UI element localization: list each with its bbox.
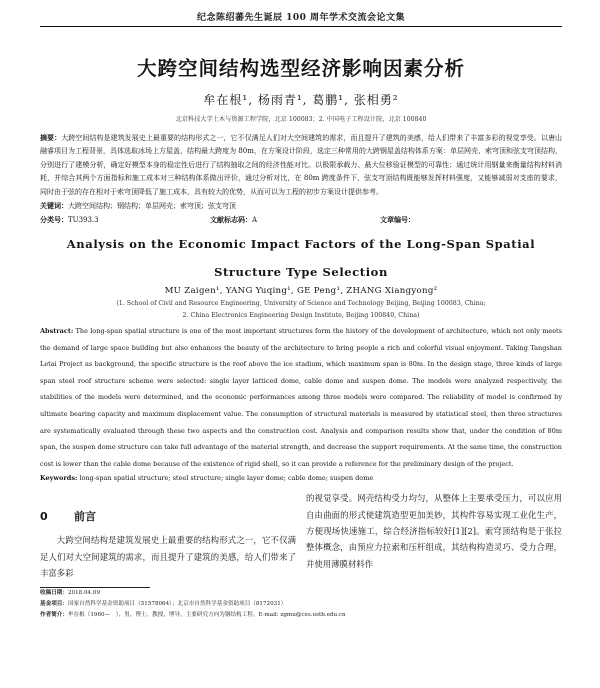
classification-row [40,213,562,227]
cn-title: 大跨空间结构选型经济影响因素分析 [136,57,465,80]
doc-code-label: 文献标志码： [210,215,252,224]
en-affiliation-2: 2. China Electronics Engineering Design Institute, Beijing 100840, China) [182,311,420,319]
section-heading-intro [40,508,296,524]
en-keywords [40,472,562,484]
footnote-author [40,610,346,621]
cn-abstract-label: 摘要： [40,132,62,142]
en-abstract [40,323,562,472]
fund-text: 国家自然科学基金资助项目（51578064）；北京市自然科学基金资助项目（8172031） [67,601,287,608]
footnote-received [40,588,296,599]
en-abstract-text: The long-span spatial structure is one of the most important structures form the history of the development of architecture, which not only meets the demand of large space building but also enhances the beauty of the architecture to bring people a rich and colorful visual enjoyment. Taking Tangshan Letai Project as background, the specific structure is the roof above the ice stadium, which maximum span is 80m. In the design stage, three kinds of large span steel roof structure scheme were selected: single layer latticed dome, cable dome and suspen dome. The models were analyzed respectively, the stabilities of the models were determined, and the economic performances among three models were compared. The reliability of model is confirmed by ultimate bearing capacity and maximum displacement value. The consumption of structural materials is measured by statistical steel, then three structures are systematically evaluated through these two aspects and the construction cost. Analysis and comparison results show that, under the condition of 80m span, the suspen dome structure can take full advantage of the material strength, and decrease the support requirements. At the same time, the construction cost is lower than the cable dome because of the existence of rigid shell, so it can provide a reference for the preliminary design of the project. [40,327,562,468]
intro-paragraph-right: 的视觉享受。网壳结构受力均匀，从整体上主要承受压力，可以应用自由曲面的形式使建筑造型更加美妙，其构件容易实现工业化生产，方便现场快速施工，综合经济指标较好[1][2]。索穹顶结构是于张拉整体概念，由预应力拉索和压杆组成，其结构构造灵巧、受力合理，并使用薄膜材料作 [306,493,562,569]
cn-keywords-label: 关键词： [40,201,68,210]
section-title: 前言 [74,510,96,524]
received-label: 收稿日期： [40,590,68,597]
en-affiliation-1: (1. School of Civil and Resource Engineering, University of Science and Technology Beijing, Beijing 100083, China; [116,300,486,307]
en-authors: MU Zaigen¹, YANG Yuqing¹, GE Peng¹, ZHANG Xiangyong² [164,286,438,296]
en-abstract-label: Abstract: [40,327,74,335]
left-column [40,490,346,621]
fund-label: 基金项目： [40,601,68,608]
en-keywords-label: Keywords: [40,474,78,483]
cn-abstract-text: 大跨空间结构是建筑发展史上最重要的结构形式之一，它不仅满足人们对大空间建筑的需求，而且提升了建筑的美感，给人们带来了丰富多彩的视觉享受。以唐山融睿项目为工程背景，具体选取冰场上方屋盖，结构最大跨度为 80m，在方案设计阶段，选定三种常用的大跨钢屋盖结构体系方案：单层网壳、索穹顶和弦支穹顶结构，分别进行了建模分析，确定好模型本身的稳定性后进行了结构抽取之间的经济性能对比。以极限承载力、最大位移验证模型的可靠性；通过统计用钢量来衡量结构材料消耗，并综合其两个方面指标和施工成本对三种结构体系做出评价，通过分析对比，在 80m 跨度条件下，弦支穹顶结构既能够发挥材料强度，又能够减弱对支座的要求，同时由于弦的存在相对于索穹顶降低了施工成本，具有较大的优势，从而可以为工程的初步方案设计提供参考。 [40,133,563,196]
running-head: 纪念陈绍蕃先生诞辰 100 周年学术交流会论文集 [196,13,406,23]
en-title-line1: Analysis on the Economic Impact Factors of the Long-Span Spatial [66,237,536,251]
en-title-line2: Structure Type Selection [214,264,388,279]
author-bio-label: 作者简介： [40,612,68,619]
article-no-label: 文章编号： [380,215,415,224]
doc-code-value: A [252,216,258,224]
author-bio-text: 牟在根（1960— ），男，博士，教授，博导，主要研究方向为钢结构工程。E-mail: zgmu@ces.ustb.edu.cn [67,612,346,619]
header-rule [40,26,562,27]
cn-abstract [40,131,562,200]
cn-affiliations: 北京科技大学土木与资源工程学院，北京 100083；2. 中国电子工程设计院，北京 100840 [175,115,427,123]
section-number: 0 [40,510,48,524]
body-columns [40,490,562,621]
footnote-fund [40,599,296,610]
class-label: 分类号： [40,215,68,224]
right-column [306,490,562,621]
en-keywords-text: long-span spatial structure; steel structure; single layer dome; cable dome; suspen dome [79,474,374,483]
cn-authors: 牟在根¹, 杨雨青¹, 葛鹏¹, 张相勇² [203,92,399,107]
received-date: 2018.04.09 [67,590,101,597]
class-value: TU393.3 [68,216,99,224]
cn-keywords-text: 大跨空间结构；钢结构；单层网壳；索穹顶；弦支穹顶 [68,202,236,210]
intro-paragraph-left: 大跨空间结构是建筑发展史上最重要的结构形式之一，它不仅满足人们对大空间建筑的需求，而且提升了建筑的美感，给人们带来了丰富多彩 [40,535,296,578]
cn-keywords [40,199,562,213]
